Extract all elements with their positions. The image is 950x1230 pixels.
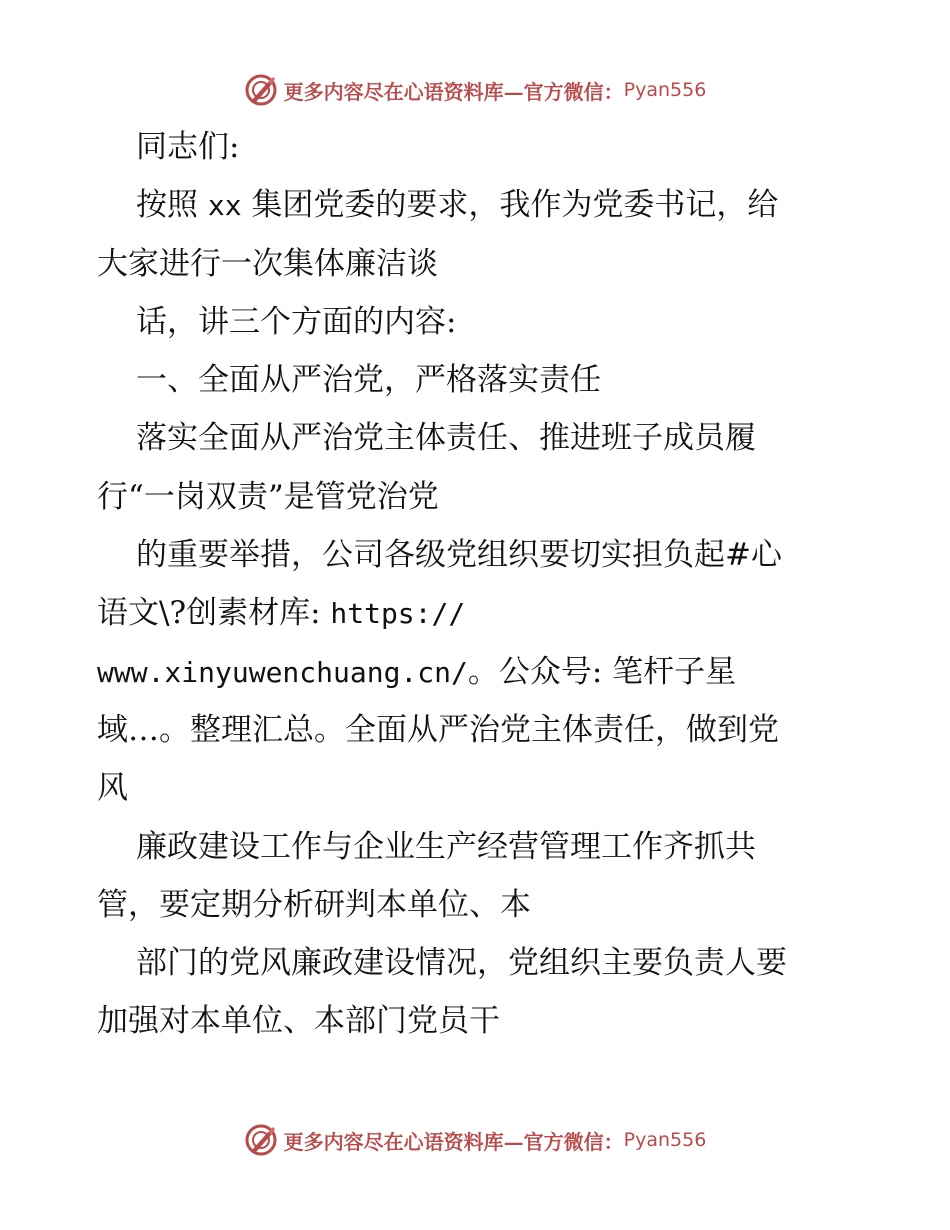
text-line-11: 域…。整理汇总。全面从严治党主体责任，做到党: [97, 711, 779, 748]
text-line-9-url-start: https://: [330, 597, 466, 631]
text-line-2-part-c: 集团党委的要求，我作为党委书记，给: [241, 187, 779, 224]
text-line-10-part-b: 。公众号: 笔杆子星: [467, 653, 737, 690]
text-line-1: 同志们:: [136, 129, 240, 165]
pen-logo-icon: [244, 1123, 278, 1157]
footer-banner-wechat-id: Pyan556: [623, 1129, 707, 1151]
header-banner-text: 更多内容尽在心语资料库—官方微信：: [283, 79, 624, 104]
text-line-2-part-b: xx: [207, 189, 242, 223]
footer-banner: [0, 1120, 950, 1160]
text-line-14: 管，要定期分析研判本单位、本: [97, 886, 531, 923]
text-line-9: [97, 584, 867, 642]
text-line-3: 大家进行一次集体廉洁谈: [97, 245, 438, 282]
text-line-12: 风: [97, 770, 128, 807]
text-line-10-url: www.xinyuwenchuang.cn/: [97, 655, 468, 689]
text-line-13: 廉政建设工作与企业生产经营管理工作齐抓共: [136, 828, 756, 865]
text-line-7: 行“一岗双责”是管党治党: [97, 478, 439, 515]
footer-banner-text: 更多内容尽在心语资料库—官方微信：: [283, 1129, 624, 1154]
text-line-5: 一、全面从严治党，严格落实责任: [136, 362, 601, 399]
document-body: [97, 118, 867, 1051]
text-line-2: [97, 176, 867, 234]
text-line-4: 话，讲三个方面的内容:: [136, 303, 457, 340]
header-banner: [0, 70, 950, 110]
text-line-2-part-a: 按照: [136, 187, 208, 224]
text-line-9-part-a: 语文\?创素材库:: [97, 595, 331, 632]
pen-logo-icon: [244, 73, 278, 107]
text-line-10: [97, 643, 867, 701]
text-line-6: 落实全面从严治党主体责任、推进班子成员履: [136, 420, 756, 457]
header-banner-wechat-id: Pyan556: [623, 79, 707, 101]
text-line-8: 的重要举措，公司各级党组织要切实担负起#心: [136, 537, 782, 574]
text-line-15: 部门的党风廉政建设情况，党组织主要负责人要: [136, 945, 787, 982]
text-line-16: 加强对本单位、本部门党员干: [97, 1003, 500, 1040]
